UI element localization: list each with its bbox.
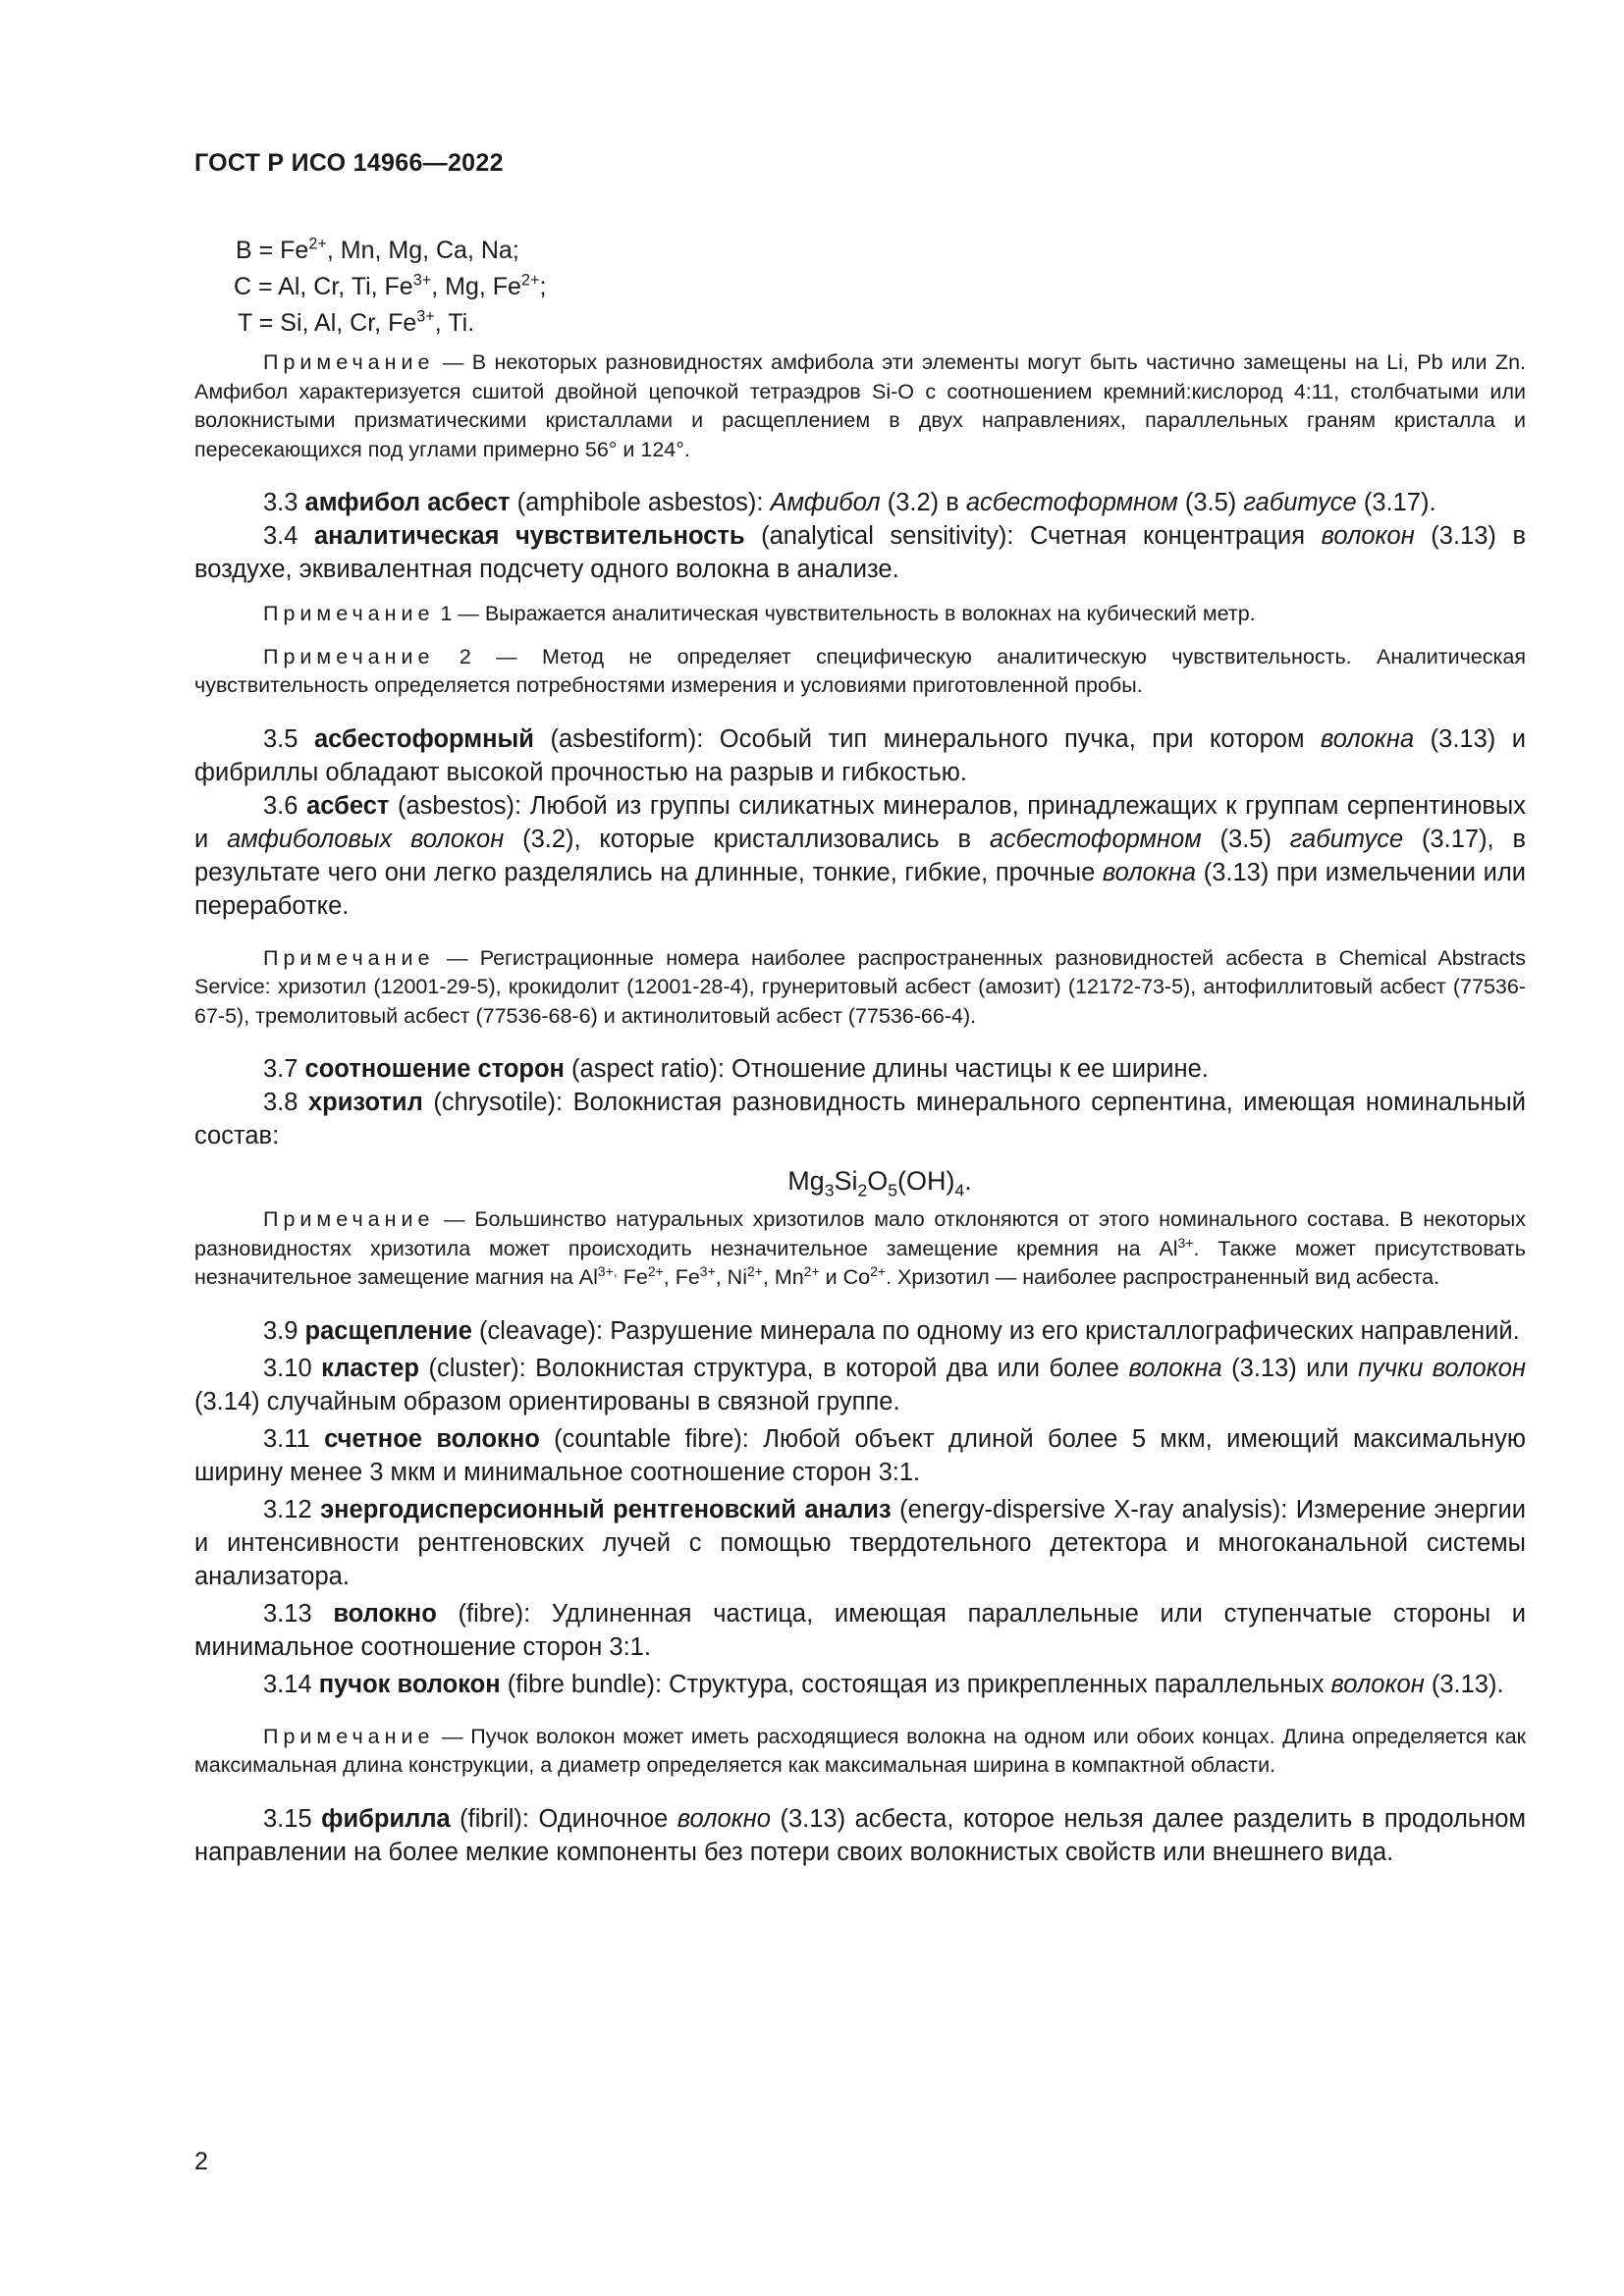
term-title: счетное волокно [324,1424,540,1453]
term-text: (amphibole asbestos): [510,489,771,516]
document-header: ГОСТ Р ИСО 14966—2022 [194,149,504,177]
term-text: (aspect ratio): Отношение длины частицы к ее ширине. [564,1055,1209,1083]
term-title: пучок волокон [318,1670,501,1698]
note-text: , Ni [715,1265,747,1289]
formula-sub: 5 [888,1180,898,1201]
term-italic: Амфибол [770,489,881,516]
site-t-prefix: T = Si, Al, Cr, Fe [238,309,417,337]
term-title: энергодисперсионный рентгеновский анализ [320,1495,892,1523]
page-number: 2 [194,2148,208,2175]
note-label: Примечание [263,1207,435,1231]
term-text: (3.17). [1356,489,1436,516]
term-text: (asbestos): Любой из группы силикатных минералов, принадлежащих к группам серпентиновых и [194,791,1526,853]
term-number: 3.9 [263,1316,305,1345]
site-c-mid: , Mg, Fe [431,273,521,300]
term-title: фибрилла [321,1804,451,1833]
term-title: хризотил [308,1089,423,1116]
term-3-12 [194,1493,1526,1593]
note-text: — В некоторых разновидностях амфибола эти элементы могут быть частично замещены на Li, Pb или Zn. Амфибол характеризуется сшитой двойной цепочкой тетраэдров Si-O с соотношением кремний:кислород 4:11, столбчатыми или волокнистыми призматическими кристаллами и расщеплением в двух направлениях, параллельных граням кристалла и пересекающихся под углами примерно 56° и 124°. [194,350,1526,461]
term-3-10 [194,1352,1526,1418]
note-sup: 2+ [746,1262,763,1279]
formula-part: Si [834,1166,858,1196]
note-3-6 [194,944,1526,1032]
term-title: асбестоформный [313,724,534,753]
site-t-rest: , Ti. [434,309,475,337]
site-b-line [236,233,546,269]
note-sup: 2+ [870,1262,887,1279]
term-3-15 [194,1802,1526,1869]
document-body [194,348,1526,1869]
note-text: — Большинство натуральных хризотилов мало отклоняются от этого номинального состава. В некоторых разновидностях хризотила может происходить незначительное замещение кремния на Al [194,1207,1526,1260]
note-text: . Хризотил — наиболее распространенный вид асбеста. [886,1265,1440,1289]
term-3-13 [194,1597,1526,1664]
site-b-rest: , Mn, Mg, Ca, Na; [326,237,519,264]
formula-sub: 2 [857,1180,868,1201]
formula-part: Mg [787,1166,825,1196]
note-text: , Fe [663,1265,700,1289]
term-italic: пучки волокон [1358,1354,1526,1382]
term-title: кластер [321,1354,420,1382]
note-label: Примечание [263,644,435,668]
term-italic: волокно [677,1804,771,1833]
term-3-6 [194,789,1526,923]
term-number: 3.14 [263,1670,319,1698]
formula-part: (OH) [897,1166,955,1196]
term-text: (cluster): Волокнистая структура, в которой два или более [419,1354,1129,1382]
term-italic: амфиболовых волокон [227,825,505,853]
term-title: соотношение сторон [304,1055,565,1083]
term-text: (analytical sensitivity): Счетная концентрация [744,522,1322,550]
formula-part: O [867,1166,889,1196]
note-3-14 [194,1723,1526,1781]
note-label: Примечание [263,945,435,970]
note-text: и Co [819,1265,871,1289]
note-3-4-1 [194,600,1526,629]
term-italic: волокна [1128,1354,1222,1382]
note-text: Fe [617,1265,648,1289]
note-sup: 2+ [803,1262,820,1279]
note-text: — Регистрационные номера наиболее распространенных разновидностей асбеста в Chemical Abstracts Service: хризотил (12001-29-5), крокидолит (12001-28-4), грунеритовый асбест (амозит) (12172-73-5), антофиллитовый асбест (77536-67-5), тремолитовый асбест (77536-68-6) и актинолитовый асбест (77536-66-4). [194,945,1526,1028]
site-c-sup1: 3+ [412,271,432,290]
note-amphibole [194,348,1526,464]
term-3-9 [194,1314,1526,1348]
term-number: 3.4 [263,522,314,550]
term-title: волокно [333,1599,437,1628]
term-italic: волокна [1320,724,1415,753]
term-text: (3.13). [1424,1670,1504,1698]
term-3-11 [194,1422,1526,1489]
term-text: (fibre bundle): Структура, состоящая из прикрепленных параллельных [500,1670,1331,1698]
site-b-sup: 2+ [308,235,327,253]
term-number: 3.7 [263,1055,305,1083]
note-3-4-2 [194,643,1526,701]
term-3-8 [194,1086,1526,1152]
note-sup: 3+, [597,1262,618,1279]
note-sup: 3+ [1177,1234,1194,1251]
site-t-line [238,305,546,342]
term-number: 3.13 [263,1599,334,1628]
site-t-sup: 3+ [416,307,435,326]
site-b-prefix: B = Fe [236,237,309,264]
term-text: (countable fibre): Любой объект длиной более 5 мкм, имеющий максимальную ширину менее 3 мкм и минимальное соотношение сторон 3:1. [194,1424,1526,1486]
term-number: 3.10 [263,1354,322,1382]
term-3-3 [194,486,1526,519]
site-c-line [234,269,546,305]
term-3-5 [194,722,1526,789]
term-title: амфибол асбест [304,489,511,516]
term-number: 3.5 [263,724,314,753]
note-sup: 2+ [647,1262,664,1279]
term-number: 3.15 [263,1804,322,1833]
term-text: (3.2), которые кристаллизовались в [504,825,990,853]
term-number: 3.11 [263,1424,325,1453]
term-title: расщепление [304,1316,472,1345]
term-number: 3.8 [263,1089,308,1116]
term-italic: асбестоформном [965,489,1178,516]
note-sup: 3+ [699,1262,716,1279]
formula-sub: 3 [824,1180,835,1201]
term-text: (3.13) и фибриллы обладают высокой прочностью на разрыв и гибкостью. [194,724,1526,786]
term-3-14 [194,1668,1526,1701]
amphibole-formula-sites [236,233,546,342]
term-text: (fibril): Одиночное [450,1804,677,1833]
site-c-sup2: 2+ [520,271,540,290]
chrysotile-formula [194,1162,1526,1200]
term-italic: габитусе [1243,489,1357,516]
term-italic: волокон [1321,522,1415,550]
term-3-7 [194,1052,1526,1086]
term-text: (3.14) случайным образом ориентированы в связной группе. [194,1387,900,1415]
term-text: (chrysotile): Волокнистая разновидность минерального серпентина, имеющая номинальный состав: [194,1089,1526,1149]
term-italic: габитусе [1289,825,1404,853]
site-c-rest: ; [539,273,547,300]
term-text: (3.13) или [1221,1354,1359,1382]
term-text: (3.5) [1201,825,1290,853]
note-text: , Mn [762,1265,804,1289]
term-text: (3.13) асбеста, которое нельзя далее разделить в продольном направлении на более мелкие компоненты без потери своих волокнистых свойств или внешнего вида. [194,1804,1526,1866]
term-title: аналитическая чувствительность [313,522,745,550]
note-text: . Также может присутствовать незначительное замещение магния на Al [194,1236,1526,1289]
term-text: (energy-dispersive X-ray analysis): Измерение энергии и интенсивности рентгеновских лучей с помощью твердотельного детектора и многоканальной системы анализатора. [194,1495,1526,1590]
note-text: — Пучок волокон может иметь расходящиеся волокна на одном или обоих концах. Длина определяется как максимальная длина конструкции, а диаметр определяется как максимальная ширина в компактной области. [194,1724,1526,1777]
note-text: 1 — Выражается аналитическая чувствительность в волокнах на кубический метр. [434,602,1256,625]
site-c-prefix: C = Al, Cr, Ti, Fe [234,273,413,300]
term-number: 3.3 [263,489,305,516]
formula-sub: 4 [954,1180,965,1201]
formula-part: . [964,1166,972,1196]
term-italic: волокна [1102,858,1197,886]
term-text: (3.13) в воздухе, эквивалентная подсчету одного волокна в анализе. [194,522,1526,583]
term-text: (asbestiform): Особый тип минерального пучка, при котором [533,724,1321,753]
term-italic: волокон [1330,1670,1425,1698]
term-text: (3.17), в результате чего они легко разделялись на длинные, тонкие, гибкие, прочные [194,825,1526,886]
term-text: (3.5) [1177,489,1244,516]
note-text: 2 — Метод не определяет специфическую аналитическую чувствительность. Аналитическая чувствительность определяется потребностями измерения и условиями приготовленной пробы. [194,644,1526,697]
term-number: 3.12 [263,1495,321,1523]
note-label: Примечание [263,1724,435,1748]
term-text: (cleavage): Разрушение минерала по одному из его кристаллографических направлений. [471,1316,1520,1345]
note-3-8 [194,1205,1526,1293]
term-title: асбест [306,791,390,820]
term-text: (fibre): Удлиненная частица, имеющая параллельные или ступенчатые стороны и минимальное соотношение сторон 3:1. [194,1599,1526,1661]
note-label: Примечание [263,602,435,625]
term-text: (3.2) в [880,489,966,516]
term-italic: асбестоформном [989,825,1202,853]
term-text: (3.13) при измельчении или переработке. [194,858,1526,920]
term-number: 3.6 [263,791,307,820]
term-3-4 [194,519,1526,586]
note-label: Примечание [263,350,435,374]
